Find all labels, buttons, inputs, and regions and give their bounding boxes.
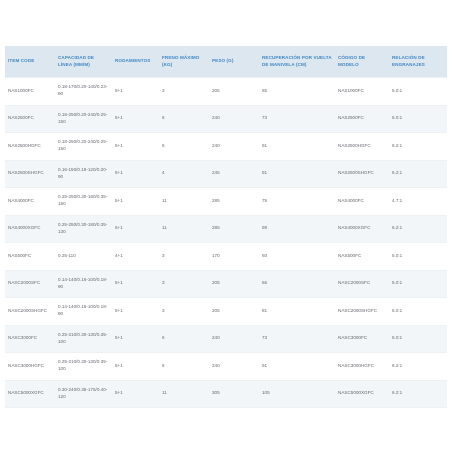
table-row [5,215,447,243]
cell-model-code: NASC3000FC [335,325,389,353]
cell-bearings: 5+1 [112,325,159,353]
cell-bearings: 5+1 [112,78,159,106]
cell-bearings: 5+1 [112,298,159,326]
cell-bearings: 5+1 [112,188,159,216]
header-bearings: RODAMIENTOS [112,46,159,78]
cell-weight: 285 [209,188,259,216]
cell-item-code: NASC3000HGFC [5,353,55,381]
table-row [5,298,447,326]
cell-model-code: NAS4000FC [335,188,389,216]
cell-gear-ratio: 5.0:1 [389,78,447,106]
cell-line-capacity: 0.18-170/0.20-140/0.23-90 [55,78,112,106]
cell-retrieve-per-turn: 81 [259,298,335,326]
cell-model-code: NAS4000XGFC [335,215,389,243]
cell-model-code: NASC2000SFC [335,270,389,298]
cell-weight: 240 [209,133,259,161]
cell-model-code: NAS1000FC [335,78,389,106]
header-retrieve-per-turn: RECUPERACIÓN POR VUELTA DE MANIVELA (CM) [259,46,335,78]
cell-bearings: 5+1 [112,105,159,133]
cell-weight: 170 [209,243,259,271]
cell-model-code: NAS500FC [335,243,389,271]
table-row [5,78,447,106]
cell-item-code: NASC2000SHGFC [5,298,55,326]
header-model-code: CÓDIGO DE MODELO [335,46,389,78]
cell-line-capacity: 0.25-110 [55,243,112,271]
cell-gear-ratio: 4.7:1 [389,188,447,216]
cell-gear-ratio: 5.0:1 [389,325,447,353]
specs-table-container [5,46,447,408]
cell-bearings: 5+1 [112,353,159,381]
cell-gear-ratio: 5.0:1 [389,243,447,271]
cell-max-drag: 4 [159,160,209,188]
cell-line-capacity: 0.18-250/0.20-240/0.25-150 [55,105,112,133]
cell-bearings: 5+1 [112,215,159,243]
header-line-capacity: CAPACIDAD DE LÍNEA (MM/M) [55,46,112,78]
cell-max-drag: 3 [159,270,209,298]
table-row [5,133,447,161]
cell-weight: 205 [209,78,259,106]
cell-gear-ratio: 6.0:1 [389,298,447,326]
cell-retrieve-per-turn: 73 [259,105,335,133]
cell-gear-ratio: 6.2:1 [389,353,447,381]
cell-max-drag: 6 [159,325,209,353]
cell-retrieve-per-turn: 91 [259,133,335,161]
table-row [5,105,447,133]
header-max-drag: FRENO MÁXIMO (KG) [159,46,209,78]
cell-bearings: 5+1 [112,380,159,408]
cell-bearings: 4+1 [112,243,159,271]
cell-weight: 285 [209,215,259,243]
cell-gear-ratio: 6.2:1 [389,133,447,161]
cell-item-code: NAS500FC [5,243,55,271]
cell-max-drag: 6 [159,133,209,161]
cell-bearings: 5+1 [112,160,159,188]
cell-line-capacity: 0.18-250/0.20-240/0.25-150 [55,133,112,161]
cell-gear-ratio: 5.0:1 [389,270,447,298]
cell-retrieve-per-turn: 99 [259,215,335,243]
header-item-code: ITEM CODE [5,46,55,78]
cell-item-code: NASC5000XGFC [5,380,55,408]
cell-model-code: NASC2000SHGFC [335,298,389,326]
table-header-row [5,46,447,78]
cell-retrieve-per-turn: 75 [259,188,335,216]
cell-line-capacity: 0.14-140/0.16-100/0.18-90 [55,298,112,326]
header-gear-ratio: RELACIÓN DE ENGRANAJES [389,46,447,78]
table-row [5,353,447,381]
cell-item-code: NAS4000XGFC [5,215,55,243]
cell-retrieve-per-turn: 105 [259,380,335,408]
cell-retrieve-per-turn: 91 [259,353,335,381]
cell-weight: 240 [209,325,259,353]
cell-line-capacity: 0.25-210/0.30-130/0.35-100 [55,353,112,381]
specs-table [5,46,447,408]
cell-line-capacity: 0.25-250/0.30-180/0.35-130 [55,215,112,243]
cell-weight: 240 [209,105,259,133]
cell-gear-ratio: 5.0:1 [389,105,447,133]
table-row [5,160,447,188]
cell-item-code: NAS2500SHGFC [5,160,55,188]
cell-retrieve-per-turn: 73 [259,325,335,353]
table-row [5,325,447,353]
cell-line-capacity: 0.16-150/0.18-120/0.20-90 [55,160,112,188]
cell-weight: 245 [209,160,259,188]
cell-line-capacity: 0.14-140/0.16-100/0.18-90 [55,270,112,298]
table-row [5,380,447,408]
cell-line-capacity: 0.25-210/0.30-130/0.35-100 [55,325,112,353]
cell-weight: 205 [209,298,259,326]
cell-max-drag: 3 [159,298,209,326]
cell-gear-ratio: 6.2:1 [389,380,447,408]
header-weight: PESO (G) [209,46,259,78]
table-body [5,78,447,408]
cell-retrieve-per-turn: 60 [259,243,335,271]
cell-item-code: NAS4000FC [5,188,55,216]
cell-gear-ratio: 6.2:1 [389,160,447,188]
cell-item-code: NAS2500HGFC [5,133,55,161]
cell-max-drag: 6 [159,105,209,133]
cell-weight: 240 [209,353,259,381]
cell-model-code: NAS2500SHGFC [335,160,389,188]
cell-bearings: 5+1 [112,270,159,298]
cell-retrieve-per-turn: 91 [259,160,335,188]
cell-weight: 205 [209,270,259,298]
cell-item-code: NAS2500FC [5,105,55,133]
cell-max-drag: 6 [159,353,209,381]
cell-max-drag: 11 [159,188,209,216]
cell-max-drag: 3 [159,243,209,271]
cell-model-code: NAS2500HGFC [335,133,389,161]
cell-line-capacity: 0.25-250/0.30-180/0.35-150 [55,188,112,216]
cell-max-drag: 3 [159,78,209,106]
cell-model-code: NAS2500FC [335,105,389,133]
cell-retrieve-per-turn: 66 [259,270,335,298]
cell-weight: 305 [209,380,259,408]
cell-gear-ratio: 6.2:1 [389,215,447,243]
cell-max-drag: 11 [159,380,209,408]
cell-model-code: NASC3000HGFC [335,353,389,381]
cell-item-code: NASC2000SFC [5,270,55,298]
cell-item-code: NAS1000FC [5,78,55,106]
cell-model-code: NASC5000XGFC [335,380,389,408]
cell-item-code: NASC3000FC [5,325,55,353]
cell-max-drag: 11 [159,215,209,243]
table-row [5,188,447,216]
cell-bearings: 5+1 [112,133,159,161]
cell-line-capacity: 0.30-240/0.35-175/0.40-120 [55,380,112,408]
cell-retrieve-per-turn: 65 [259,78,335,106]
table-row [5,270,447,298]
table-row [5,243,447,271]
